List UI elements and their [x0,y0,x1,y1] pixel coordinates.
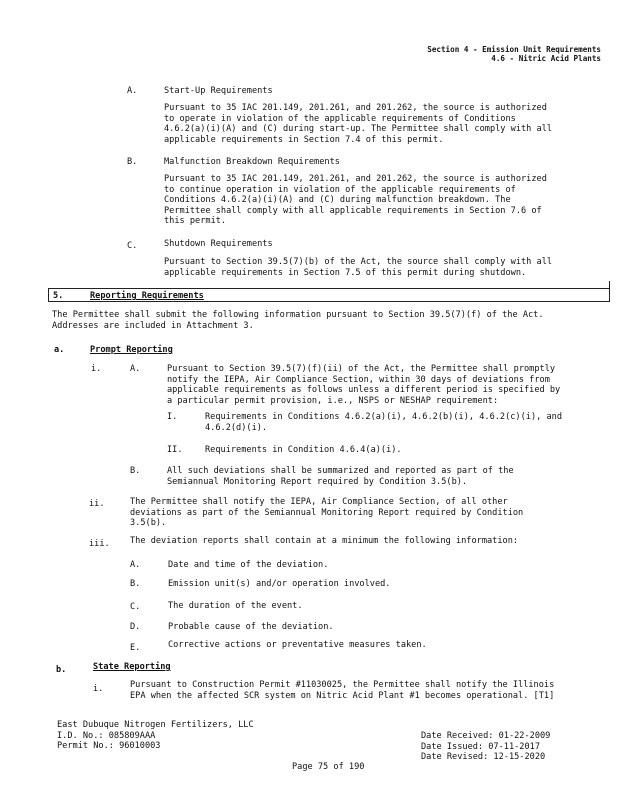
start-up-line: applicable requirements in Section 7.4 of this permit. [164,134,444,145]
item-i-b-line: Semiannual Monitoring Report required by Condition 3.5(b). [167,476,468,487]
info-item-marker: E. [130,643,141,653]
malfunction-line: to continue operation in violation of the applicable requirements of [164,184,516,195]
section-box-right-rule [609,281,610,302]
header-section [427,45,601,63]
item-i-a-line: Pursuant to Section 39.5(7)(f)(ii) of the Act, the Permittee shall promptly [167,364,556,374]
item-ii-marker: ii. [89,499,105,509]
start-up-line: Pursuant to 35 IAC 201.149, 201.261, and 201.262, the source is authorized [164,103,547,113]
footer-id: I.D. No.: 085809AAA [57,730,156,741]
item-iii-marker: iii. [89,539,110,549]
item-i-a-body [167,364,560,406]
header-line-2: 4.6 - Nitric Acid Plants [491,54,601,63]
info-item-marker: A. [130,560,141,570]
prompt-reporting-title: Prompt Reporting [90,345,173,355]
footer-permit: Permit No.: 96010003 [57,741,161,752]
shutdown-body [164,257,552,278]
info-item-text: Emission unit(s) and/or operation involved. [168,579,391,589]
footer-right [421,731,550,763]
sub-i-line: 4.6.2(d)(i). [205,422,268,433]
state-item-i-body [130,680,554,701]
footer-issued: Date Issued: 07-11-2017 [421,741,540,752]
footer-left [57,720,254,752]
item-ii-line: deviations as part of the Semiannual Monitoring Report required by Condition [130,507,524,518]
state-item-i-marker: i. [93,684,104,694]
section-number: 5. [53,291,64,301]
header-line-1: Section 4 - Emission Unit Requirements [427,45,601,54]
start-up-line: 4.6.2(a)(i)(A) and (C) during start-up. The Permittee shall comply with all [164,124,553,135]
info-item-marker: D. [130,622,141,632]
state-reporting-title: State Reporting [93,662,171,672]
malfunction-line: this permit. [164,216,227,227]
state-item-line: Pursuant to Construction Permit #11030025, the Permittee shall notify the Illinois [130,680,555,690]
item-i-a-line: applicable requirements as follows unless a different period is specified by [167,385,561,396]
info-item-marker: B. [130,579,141,589]
malfunction-body [164,174,547,227]
malfunction-line: Permittee shall comply with all applicable requirements in Section 7.6 of [164,205,542,216]
state-item-line: EPA when the affected SCR system on Nitric Acid Plant #1 becomes operational. [T1] [130,690,555,701]
info-item-marker: C. [130,602,141,612]
start-up-marker: A. [127,86,138,96]
item-i-marker: i. [91,364,102,374]
footer-received: Date Received: 01-22-2009 [421,731,551,741]
malfunction-line: Conditions 4.6.2(a)(i)(A) and (C) during malfunction breakdown. The [164,195,511,206]
start-up-body [164,103,552,145]
malfunction-title: Malfunction Breakdown Requirements [164,157,340,167]
info-item-text: Date and time of the deviation. [168,560,329,570]
prompt-reporting-marker: a. [54,345,65,355]
page-number: Page 75 of 190 [292,762,365,772]
item-i-a-line: notify the IEPA, Air Compliance Section, within 30 days of deviations from [167,374,550,385]
start-up-title: Start-Up Requirements [164,86,273,96]
section-intro [52,310,544,331]
info-item-text: Probable cause of the deviation. [168,622,334,632]
item-ii-body [130,497,523,529]
item-iii-body: The deviation reports shall contain at a minimum the following information: [130,536,519,546]
start-up-line: to operate in violation of the applicable requirements of Conditions [164,113,516,124]
section-box-top-rule [48,288,610,289]
intro-line: Addresses are included in Attachment 3. [52,320,254,331]
item-ii-line: The Permittee shall notify the IEPA, Air Compliance Section, of all other [130,497,508,507]
sub-i-line: Requirements in Conditions 4.6.2(a)(i), 4.6.2(b)(i), 4.6.2(c)(i), and [205,412,562,422]
malfunction-marker: B. [127,157,138,167]
shutdown-title: Shutdown Requirements [164,239,273,249]
malfunction-line: Pursuant to 35 IAC 201.149, 201.261, and 201.262, the source is authorized [164,174,547,184]
info-item-text: The duration of the event. [168,601,303,611]
item-i-b-body [167,466,514,487]
item-i-a-line: a particular permit provision, i.e., NSPS or NESHAP requirement: [167,395,499,406]
item-i-a-marker: A. [130,364,141,374]
sub-ii-marker: II. [167,445,183,455]
shutdown-line: applicable requirements in Section 7.5 of this permit during shutdown. [164,267,527,278]
item-ii-line: 3.5(b). [130,518,167,529]
section-title: Reporting Requirements [90,291,204,301]
item-i-b-marker: B. [130,466,141,476]
footer-company: East Dubuque Nitrogen Fertilizers, LLC [57,720,254,730]
state-reporting-marker: b. [56,665,67,675]
item-i-b-line: All such deviations shall be summarized and reported as part of the [167,466,514,476]
sub-i-body [205,412,562,433]
section-box-left-rule [48,288,49,302]
shutdown-line: Pursuant to Section 39.5(7)(b) of the Act, the source shall comply with all [164,257,553,267]
sub-ii-body: Requirements in Condition 4.6.4(a)(i). [205,445,402,455]
sub-i-marker: I. [167,412,178,422]
info-item-text: Corrective actions or preventative measures taken. [168,640,427,650]
intro-line: The Permittee shall submit the following information pursuant to Section 39.5(7)(f) of the Act. [52,310,544,320]
shutdown-marker: C. [127,241,138,251]
footer-revised: Date Revised: 12-15-2020 [421,752,546,763]
